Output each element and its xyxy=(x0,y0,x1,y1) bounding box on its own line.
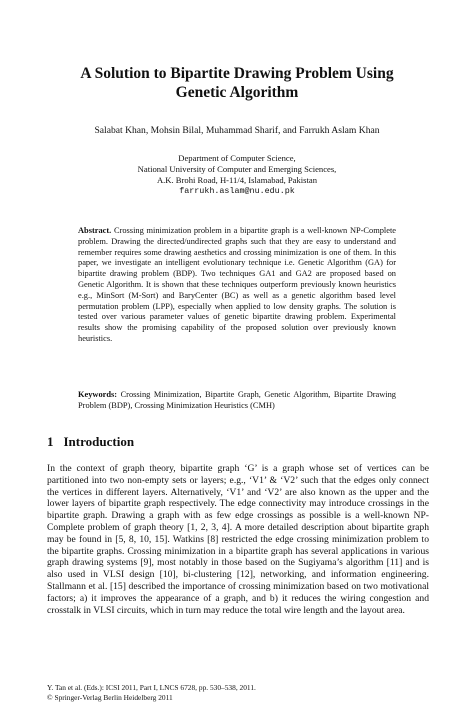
abstract xyxy=(78,226,396,345)
title-line-2: Genetic Algorithm xyxy=(175,84,299,101)
keywords xyxy=(78,390,396,412)
affiliation-line-3: A.K. Brohi Road, H-11/4, Islamabad, Pakistan xyxy=(156,175,318,185)
keywords-label: Keywords: xyxy=(78,390,118,399)
paper-title xyxy=(0,64,474,102)
section-heading xyxy=(47,434,134,450)
title-line-1: A Solution to Bipartite Drawing Problem Using xyxy=(80,65,394,82)
abstract-label: Abstract. xyxy=(78,226,112,235)
footer-copyright: © Springer-Verlag Berlin Heidelberg 2011 xyxy=(47,692,173,702)
page-footer xyxy=(47,683,429,702)
footer-citation: Y. Tan et al. (Eds.): ICSI 2011, Part I, LNCS 6728, pp. 530–538, 2011. xyxy=(47,683,256,692)
abstract-text: Crossing minimization problem in a bipartite graph is a well-known NP-Complete problem. Drawing the directed/undirected graphs such that they are easy to understand and remember requires some drawing aesthetics and crossing minimization is one of them. In this paper, we investigate an intelligent evolutionary technique i.e. Genetic Algorithm (GA) for bipartite drawing problem (BDP). Two techniques GA1 and GA2 are proposed based on Genetic Algorithm. It is shown that these techniques outperform previously known heuristics e.g., MinSort (M-Sort) and BaryCenter (BC) as well as a genetic algorithm based level permutation problem (LPP), especially when applied to low density graphs. The solution is tested over various parameter values of genetic bipartite drawing problem. Experimental results show the promising capability of the proposed solution over previously known heuristics. xyxy=(78,226,396,343)
author-list: Salabat Khan, Mohsin Bilal, Muhammad Sharif, and Farrukh Aslam Khan xyxy=(94,125,380,136)
introduction-paragraph: In the context of graph theory, bipartite graph ‘G’ is a graph whose set of vertices can be partitioned into two non-empty sets or layers; e.g., ‘V1’ & ‘V2’ such that the edges only connect the vertices in different layers. Alternatively, ‘V1’ and ‘V2’ are also known as the upper and the lower layers of bipartite graph respectively. The edge connectivity may introduce crossings in the bipartite graph. Drawing a graph with as few edge crossings as possible is a well-known NP-Complete problem of graph theory [1, 2, 3, 4]. A more detailed description about bipartite graph may be found in [5, 8, 10, 15]. Watkins [8] restricted the edge crossing minimization problem to the bipartite graphs. Crossing minimization in a bipartite graph has several applications in various graph drawing systems [9], most notably in those based on the Sugiyama’s algorithm [11] and is also used in VLSI design [10], bi-clustering [12], networking, and information engineering. Stallmann et al. [15] described the importance of crossing minimization based on two motivational factors; a) it improves the appearance of a graph, and b) it reduces the wiring congestion and crosstalk in VLSI circuits, which in turn may reduce the total wire length and the layout area. xyxy=(47,463,429,616)
affiliation-line-2: National University of Computer and Emerging Sciences, xyxy=(137,164,337,174)
affiliation-line-1: Department of Computer Science, xyxy=(178,153,296,163)
section-number: 1 xyxy=(47,434,54,449)
affiliation xyxy=(0,153,474,197)
section-title: Introduction xyxy=(63,434,135,449)
author-email: farrukh.aslam@nu.edu.pk xyxy=(179,186,295,196)
keywords-text: Crossing Minimization, Bipartite Graph, Genetic Algorithm, Bipartite Drawing Problem (BDP), Crossing Minimization Heuristics (CMH) xyxy=(78,390,396,410)
